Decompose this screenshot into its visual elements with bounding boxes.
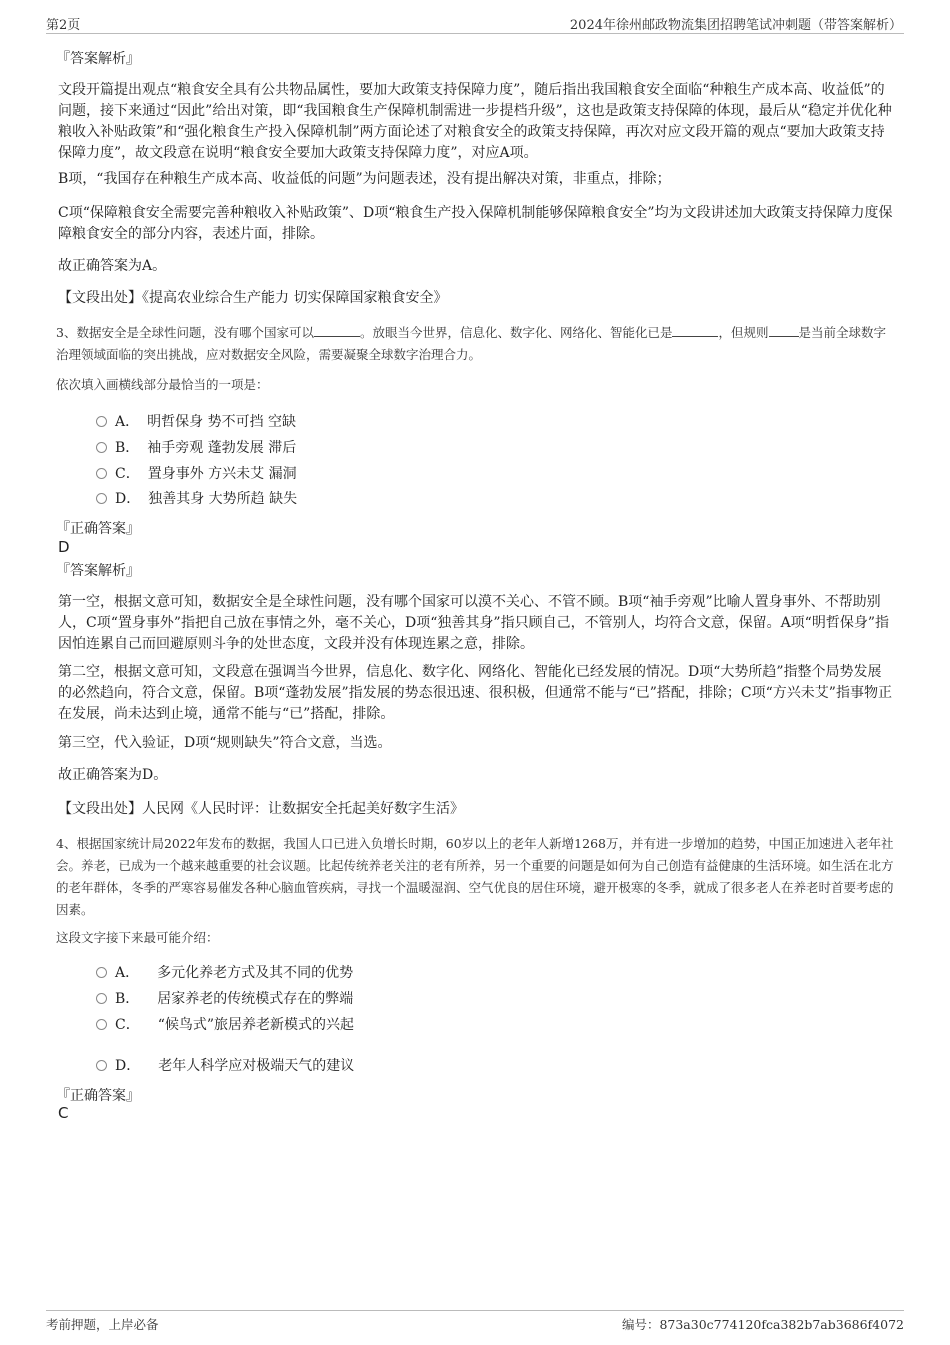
q3-option-a[interactable]: A． 明哲保身 势不可挡 空缺 xyxy=(96,412,296,432)
page-number: 第2页 xyxy=(46,18,81,33)
q3-answer-label: 『正确答案』 xyxy=(56,521,140,537)
q2-source: 【文段出处】《提高农业综合生产能力 切实保障国家粮食安全》 xyxy=(58,290,448,306)
page-footer xyxy=(46,1310,904,1335)
q4-answer: C xyxy=(58,1104,69,1122)
q3-answer-summary: 故正确答案为D。 xyxy=(58,767,168,783)
q3-analysis-p3: 第三空，代入验证，D项“规则缺失”符合文意，当选。 xyxy=(58,735,392,751)
document-title: 2024年徐州邮政物流集团招聘笔试冲刺题（带答案解析） xyxy=(569,18,902,33)
radio-icon[interactable] xyxy=(96,416,107,427)
radio-icon[interactable] xyxy=(96,468,107,479)
q2-analysis-p3: C项“保障粮食安全需要完善种粮收入补贴政策”、D项“粮食生产投入保障机制能够保障粮食安全”均为文段讲述加大政策支持保障力度保障粮食安全的部分内容，表述片面，排除。 xyxy=(58,205,893,242)
q4-option-a[interactable]: A． 多元化养老方式及其不同的优势 xyxy=(96,963,353,983)
blank-2 xyxy=(672,324,718,337)
q4-option-c[interactable]: C． “候鸟式”旅居养老新模式的兴起 xyxy=(96,1015,354,1035)
q4-option-d[interactable]: D． 老年人科学应对极端天气的建议 xyxy=(96,1056,354,1076)
radio-icon[interactable] xyxy=(96,1060,107,1071)
radio-icon[interactable] xyxy=(96,493,107,504)
q3-analysis-p2: 第二空，根据文意可知，文段意在强调当今世界，信息化、数字化、网络化、智能化已经发展的情况。D项“大势所趋”指整个局势发展的必然趋向，符合文意，保留。B项“蓬勃发展”指发展的势态很迅速、很积极，但通常不能与“已”搭配，排除；C项“方兴未艾”指事物正在发展，尚未达到止境，通常不能与“已”搭配，排除。 xyxy=(58,664,892,722)
q2-analysis-label: 『答案解析』 xyxy=(56,51,140,67)
q4-option-b[interactable]: B． 居家养老的传统模式存在的弊端 xyxy=(96,989,353,1009)
q4-answer-label: 『正确答案』 xyxy=(56,1088,140,1104)
radio-icon[interactable] xyxy=(96,967,107,978)
q2-answer-summary: 故正确答案为A。 xyxy=(58,258,167,274)
radio-icon[interactable] xyxy=(96,993,107,1004)
q2-analysis-p2: B项，“我国存在种粮生产成本高、收益低的问题”为问题表述，没有提出解决对策，非重点，排除； xyxy=(58,171,671,187)
q3-answer: D xyxy=(58,538,70,556)
blank-3 xyxy=(769,324,799,337)
q3-option-d[interactable]: D． 独善其身 大势所趋 缺失 xyxy=(96,489,297,509)
page-header xyxy=(46,13,904,34)
q3-analysis-p1: 第一空，根据文意可知，数据安全是全球性问题，没有哪个国家可以漠不关心、不管不顾。B项“袖手旁观”比喻人置身事外、不帮助别人，C项“置身事外”指把自己放在事情之外，毫不关心，D项“独善其身”指只顾自己，不管别人，均符合文意，保留。A项“明哲保身”指因怕连累自己而回避原则斗争的处世态度，文段并没有体现连累之意，排除。 xyxy=(58,594,889,652)
q4-stem: 4、根据国家统计局2022年发布的数据，我国人口已进入负增长时期，60岁以上的老年人新增1268万，并有进一步增加的趋势，中国正加速进入老年社会。养老，已成为一个越来越重要的社会议题。比起传统养老关注的老有所养，另一个重要的问题是如何为自己创造有益健康的生活环境。如生活在北方的老年群体，冬季的严寒容易催发各种心脑血管疾病，寻找一个温暖湿润、空气优良的居住环境，避开极寒的冬季，就成了很多老人在养老时首要考虑的因素。 xyxy=(56,836,894,917)
radio-icon[interactable] xyxy=(96,1019,107,1030)
q4-prompt: 这段文字接下来最可能介绍： xyxy=(56,930,219,945)
radio-icon[interactable] xyxy=(96,442,107,453)
q3-analysis-label: 『答案解析』 xyxy=(56,563,140,579)
footer-serial: 编号：873a30c774120fca382b7ab3686f4072 xyxy=(621,1317,904,1332)
q3-stem: 3、数据安全是全球性问题，没有哪个国家可以 。放眼当今世界，信息化、数字化、网络化、智能化已是 ，但规则 是当前全球数字治理领域面临的突出挑战，应对数据安全风险，需要凝聚全球数字治理合力。 xyxy=(56,325,887,362)
q3-source: 【文段出处】人民网《人民时评：让数据安全托起美好数字生活》 xyxy=(58,801,464,817)
q3-prompt: 依次填入画横线部分最恰当的一项是： xyxy=(56,377,269,392)
blank-1 xyxy=(314,324,360,337)
q3-option-b[interactable]: B． 袖手旁观 蓬勃发展 滞后 xyxy=(96,438,296,458)
q3-option-c[interactable]: C． 置身事外 方兴未艾 漏洞 xyxy=(96,464,297,484)
q2-analysis-p1: 文段开篇提出观点“粮食安全具有公共物品属性，要加大政策支持保障力度”，随后指出我国粮食安全面临“种粮生产成本高、收益低”的问题，接下来通过“因此”给出对策，即“我国粮食生产保障机制需进一步提档升级”，这也是政策支持保障的体现，最后从“稳定并优化种粮收入补贴政策”和“强化粮食生产投入保障机制”两方面论述了对粮食安全的政策支持保障，再次对应文段开篇的观点“要加大政策支持保障力度”，故文段意在说明“粮食安全要加大政策支持保障力度”，对应A项。 xyxy=(58,82,892,161)
footer-slogan: 考前押题，上岸必备 xyxy=(46,1317,159,1332)
